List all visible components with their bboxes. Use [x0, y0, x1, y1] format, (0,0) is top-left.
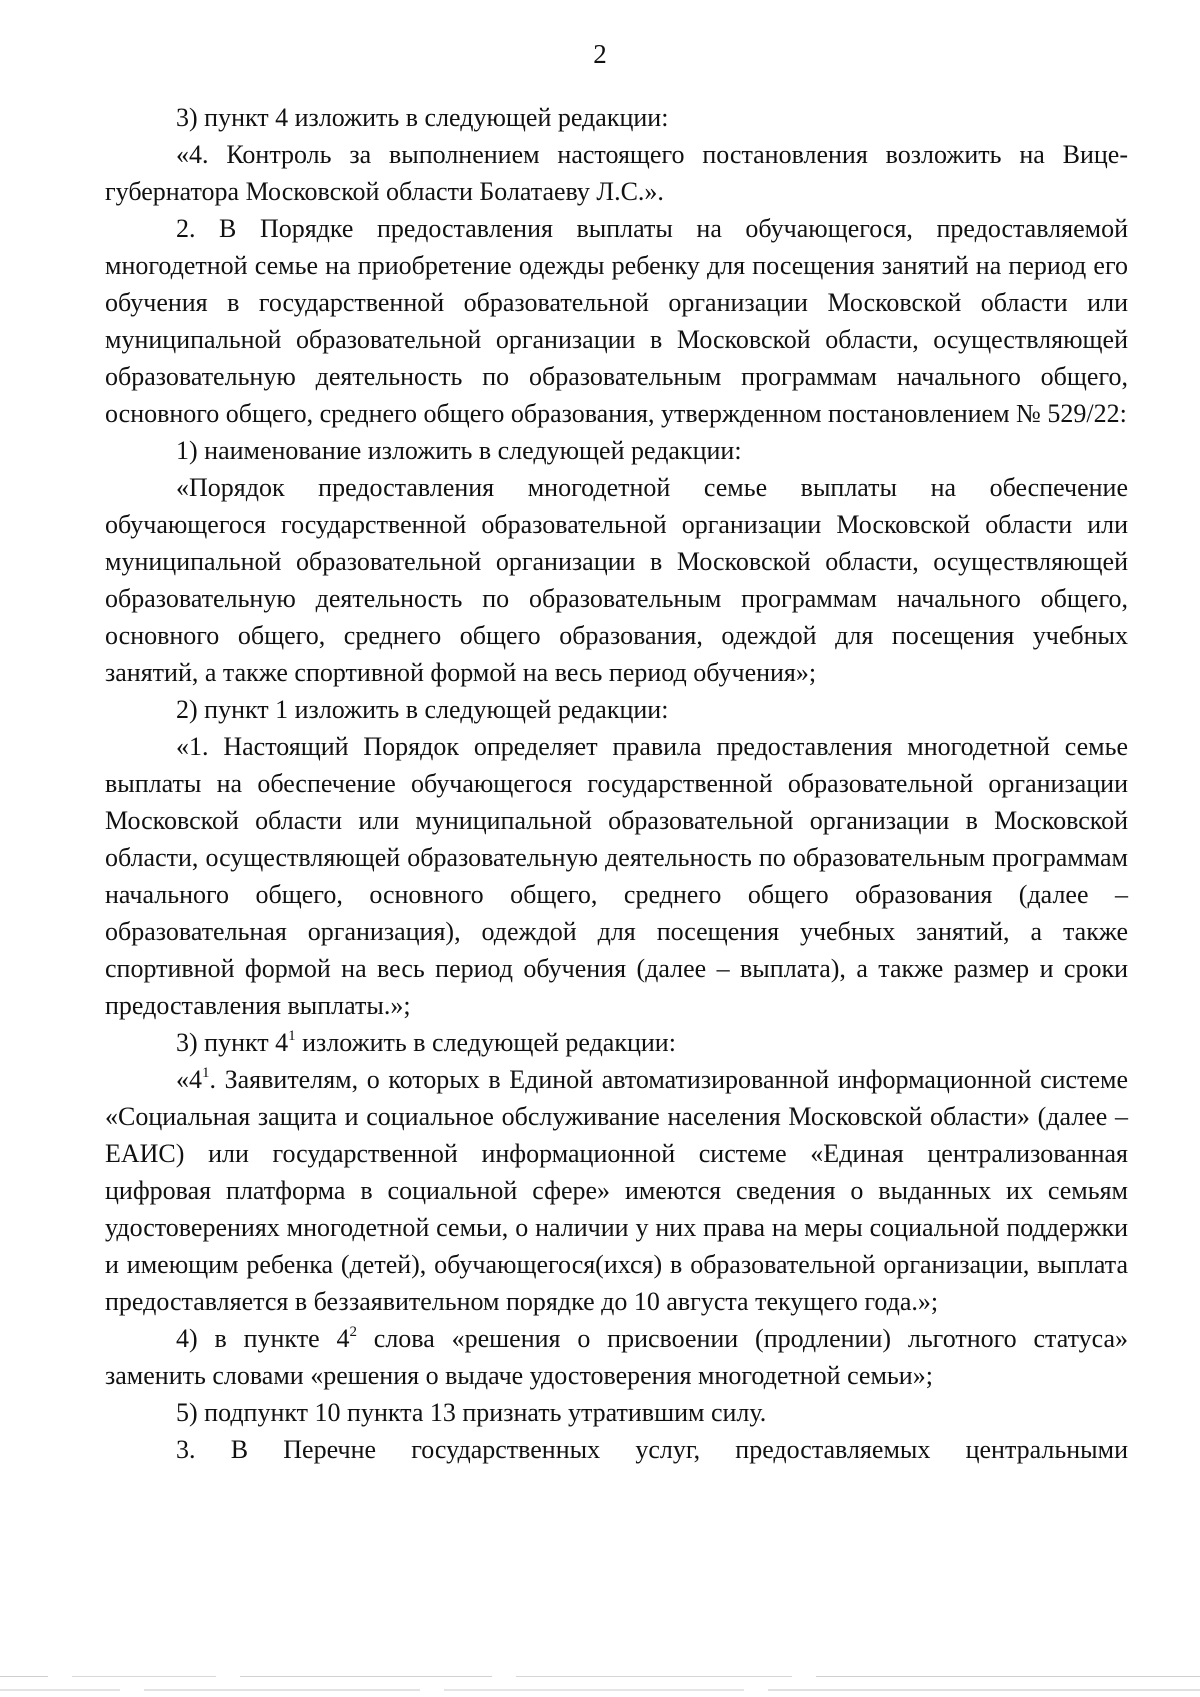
paragraph-3-item4-1-heading — [105, 1024, 1128, 1061]
scan-edge-line — [0, 1676, 1200, 1677]
scan-edge-line — [0, 1689, 1200, 1691]
paragraph-section-3-intro: 3. В Перечне государственных услуг, предоставляемых центральными — [176, 1435, 1128, 1464]
paragraph-text-part: 3) пункт 4 — [176, 1028, 289, 1057]
paragraph-item4-1-text — [105, 1061, 1128, 1320]
paragraph-item1-text: «1. Настоящий Порядок определяет правила предоставления многодетной семье выплаты на обеспечение обучающегося государственной образовательной организации Московской области или муниципальной образовательной организации в Московской области, осуществляющей образовательную деятельность по образовательным программам начального общего, основного общего, среднего общего образования (далее – образовательная организация), одеждой для посещения учебных занятий, а также спортивной формой на весь период обучения (далее – выплата), а также размер и сроки предоставления выплаты.»; — [105, 732, 1128, 1020]
paragraph-text-part: 4) в пункте 4 — [176, 1324, 350, 1353]
paragraph-4-item4-2-change — [105, 1320, 1128, 1394]
paragraph-text-part: изложить в следующей редакции: — [295, 1028, 676, 1057]
paragraph-text-part: слова «решения о присвоении (продлении) льготного статуса» заменить словами «решения о выдаче удостоверения многодетной семьи»; — [105, 1324, 1128, 1390]
paragraph-2-item1-heading: 2) пункт 1 изложить в следующей редакции: — [176, 695, 669, 724]
paragraph-1-name-heading: 1) наименование изложить в следующей редакции: — [176, 436, 742, 465]
superscript-index: 1 — [288, 1028, 296, 1044]
paragraph-text-part: . Заявителям, о которых в Единой автоматизированной информационной системе «Социальная защита и социальное обслуживание населения Московской области» (далее – ЕАИС) или государственной информационной системе «Единая централизованная цифровая платформа в социальной сфере» имеются сведения о выданных их семьям удостоверениях многодетной семьи, о наличии у них права на меры социальной поддержки и имеющим ребенка (детей), обучающегося(ихся) в образовательной организации, выплата предоставляется в беззаявительном порядке до 10 августа текущего года.»; — [105, 1065, 1128, 1316]
paragraph-order-name-text: «Порядок предоставления многодетной семье выплаты на обеспечение обучающегося государственной образовательной организации Московской области или муниципальной образовательной организации в Московской области, осуществляющей образовательную деятельность по образовательным программам начального общего, основного общего, среднего общего образования, одеждой для посещения учебных занятий, а также спортивной формой на весь период обучения»; — [105, 473, 1128, 687]
superscript-index: 2 — [349, 1324, 357, 1340]
document-body — [105, 99, 1128, 1468]
page-number: 2 — [593, 39, 607, 69]
paragraph-text-part: «4 — [176, 1065, 202, 1094]
paragraph-section-2-intro: 2. В Порядке предоставления выплаты на обучающегося, предоставляемой многодетной семье на приобретение одежды ребенку для посещения занятий на период его обучения в государственной образовательной организации Московской области или муниципальной образовательной организации в Московской области, осуществляющей образовательную деятельность по образовательным программам начального общего, основного общего, среднего общего образования, утвержденном постановлением № 529/22: — [105, 214, 1128, 428]
paragraph-3-item4-heading: 3) пункт 4 изложить в следующей редакции: — [176, 103, 669, 132]
superscript-index: 1 — [202, 1065, 210, 1081]
paragraph-5-subitem10-void: 5) подпункт 10 пункта 13 признать утратившим силу. — [176, 1398, 767, 1427]
paragraph-item4-text: «4. Контроль за выполнением настоящего постановления возложить на Вице-губернатора Московской области Болатаеву Л.С.». — [105, 140, 1128, 206]
